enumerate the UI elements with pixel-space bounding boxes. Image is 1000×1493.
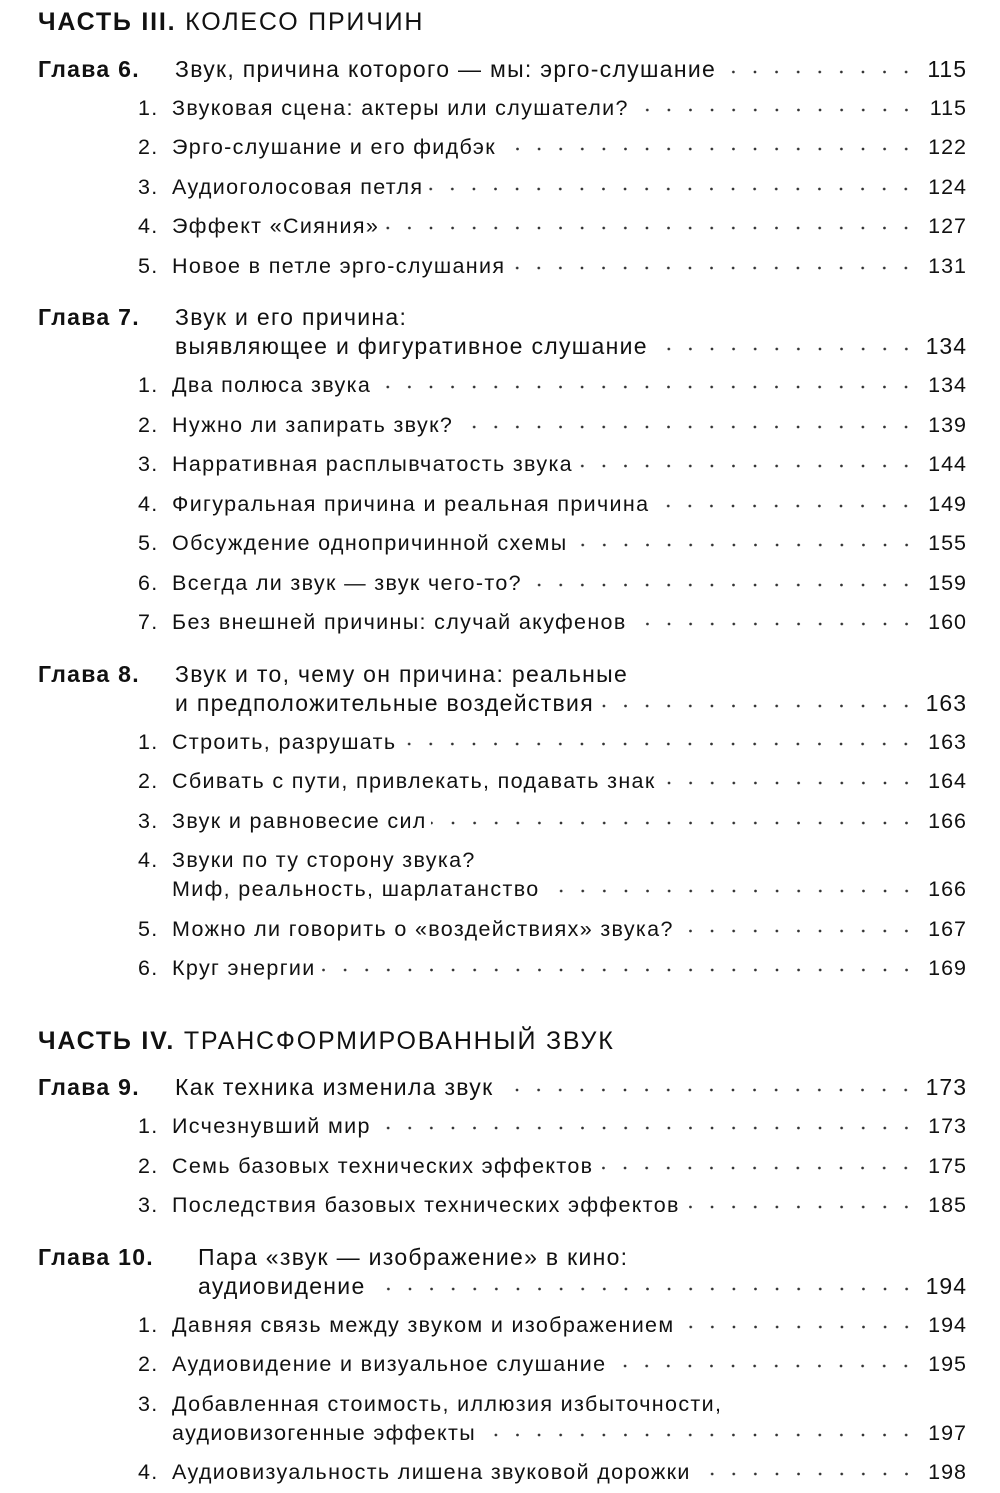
dot-leader [544,886,917,896]
section-entry[interactable] [38,1186,967,1226]
section-entry[interactable] [38,207,967,247]
page-number[interactable]: 115 [927,55,967,82]
section-entry[interactable] [38,802,967,842]
chapter-label: Глава 7. [38,304,140,330]
page-number[interactable]: 155 [928,531,967,555]
page-number[interactable]: 144 [928,452,967,476]
page-number[interactable]: 159 [928,570,967,595]
entry-title: аудиовидение [198,1272,366,1299]
section-title-block [172,445,967,485]
chapter-title-block [175,1073,967,1102]
entry-title: Без внешней причины: случай акуфенов [172,610,627,634]
section-entry[interactable] [38,762,967,802]
entry-line [172,802,967,842]
section-number: 2. [138,769,159,793]
section-title-block [172,846,967,904]
dot-leader [652,344,917,354]
entry-title: и предположительные воздействия [175,689,594,716]
entry-line [172,366,967,406]
dot-leader [427,184,917,194]
entry-line [172,1107,967,1147]
entry-line [198,1243,967,1272]
section-number: 1. [138,729,159,754]
section-number: 7. [138,610,159,634]
entry-line [172,910,967,950]
entry-title: Давняя связь между звуком и изображением [172,1312,675,1337]
dot-leader [633,105,917,115]
section-number: 3. [138,174,159,199]
entry-title: Звуковая сцена: актеры или слушатели? [172,95,629,120]
entry-title: Сбивать с пути, привлекать, подавать знак [172,769,656,793]
section-number: 4. [138,848,159,873]
entry-title: Пара «звук — изображение» в кино: [198,1243,629,1270]
page-number[interactable]: 134 [928,373,967,397]
section-title-block [172,723,967,763]
section-entry[interactable] [38,564,967,604]
entry-title: Звуки по ту сторону звука? [172,848,476,873]
section-entry[interactable] [38,841,967,910]
entry-line [172,723,967,763]
dot-leader [383,223,917,233]
chapter-label: Глава 6. [38,55,140,82]
chapter-title-block [198,1243,967,1301]
chapter-entry[interactable] [38,303,967,361]
entry-title: Нарративная расплывчатость звука [172,452,573,476]
section-entry[interactable] [38,723,967,763]
page-number[interactable]: 167 [928,916,967,941]
entry-line [172,207,967,247]
entry-line [172,1453,967,1493]
part-heading [38,1027,967,1055]
section-number: 4. [138,491,159,516]
section-title-block [172,802,967,842]
section-entry[interactable] [38,524,967,564]
section-number: 3. [138,808,159,833]
page-number[interactable]: 127 [928,214,967,238]
part-title: КОЛЕСО ПРИЧИН [185,8,425,36]
section-number: 1. [138,95,159,120]
section-number: 2. [138,1153,159,1178]
section-title-block [172,910,967,950]
entry-line [172,89,967,129]
dot-leader [480,1430,917,1440]
section-number: 1. [138,373,159,397]
entry-line [175,660,967,689]
section-title-block [172,603,967,643]
entry-line [172,603,967,643]
page-number[interactable]: 139 [928,412,967,437]
section-number: 6. [138,570,159,595]
section-title-block [172,168,967,208]
chapter-entry[interactable] [38,1073,967,1102]
entry-title: Эрго-слушание и его фидбэк [172,135,496,159]
section-entry[interactable] [38,128,967,168]
chapter-entry[interactable] [38,55,967,84]
entry-title: Строить, разрушать [172,729,397,754]
page-number[interactable]: 164 [928,769,967,793]
page-number[interactable]: 131 [928,253,967,278]
dot-leader [370,1284,917,1294]
entry-line [172,1419,967,1448]
entry-line [172,485,967,525]
section-title-block [172,1453,967,1493]
dot-leader [631,619,917,629]
entry-title: Можно ли говорить о «воздействиях» звука? [172,916,674,941]
entry-title: Звук и его причина: [175,304,408,330]
entry-line [172,406,967,446]
entry-line [172,168,967,208]
page-number[interactable]: 115 [929,95,967,120]
part-label: ЧАСТЬ IV. [38,1026,176,1055]
section-entry[interactable] [38,1306,967,1346]
entry-line [172,762,967,802]
entry-line [198,1272,967,1301]
entry-title: аудиовизогенные эффекты [172,1420,477,1445]
dot-leader [497,1085,917,1095]
section-number: 5. [138,916,159,941]
section-title-block [172,1345,967,1385]
entry-title: Аудиовизуальность лишена звуковой дорожки [172,1460,691,1484]
entry-title: Аудиовидение и визуальное слушание [172,1352,607,1376]
section-number: 5. [138,253,159,278]
page-number[interactable]: 197 [928,1420,967,1445]
entry-line [172,1186,967,1226]
section-title-block [172,762,967,802]
section-title-block [172,564,967,604]
section-number: 6. [138,956,159,980]
section-entry[interactable] [38,1385,967,1454]
page-number[interactable]: 124 [928,174,967,199]
dot-leader [500,144,917,154]
entry-line [172,949,967,989]
section-title-block [172,1147,967,1187]
page-number[interactable]: 194 [928,1312,967,1337]
chapter-entry[interactable] [38,660,967,718]
page-number[interactable]: 173 [928,1114,967,1138]
page-number[interactable]: 195 [928,1352,967,1376]
section-title-block [172,1186,967,1226]
entry-line [172,1306,967,1346]
dot-leader [526,580,917,590]
dot-leader [375,382,917,392]
entry-line [175,689,967,718]
section-number: 2. [138,1352,159,1376]
section-number: 5. [138,531,159,555]
section-entry[interactable] [38,1345,967,1385]
section-number: 3. [138,452,159,476]
section-number: 2. [138,412,159,437]
page-number[interactable]: 169 [928,956,967,980]
entry-line [175,332,967,361]
entry-line [172,1147,967,1187]
section-title-block [172,89,967,129]
entry-line [175,55,967,84]
section-title-block [172,207,967,247]
entry-title: Исчезнувший мир [172,1114,371,1138]
entry-title: Как техника изменила звук [175,1074,494,1100]
dot-leader [577,461,917,471]
section-entry[interactable] [38,406,967,446]
entry-line [172,247,967,287]
entry-line [172,445,967,485]
dot-leader [375,1123,917,1133]
dot-leader [457,422,917,432]
entry-title: Последствия базовых технических эффектов [172,1193,680,1217]
section-number: 4. [138,214,159,238]
part-heading [38,8,967,36]
section-title-block [172,366,967,406]
section-entry[interactable] [38,1453,967,1493]
section-title-block [172,1306,967,1346]
entry-title: Миф, реальность, шарлатанство [172,877,540,902]
chapter-entry[interactable] [38,1243,967,1301]
section-title-block [172,485,967,525]
section-title-block [172,247,967,287]
part-title: ТРАНСФОРМИРОВАННЫЙ ЗВУК [183,1026,615,1055]
entry-title: Нужно ли запирать звук? [172,412,454,437]
entry-title: выявляющее и фигуративное слушание [175,333,648,359]
page-number[interactable]: 166 [928,808,967,833]
section-entry[interactable] [38,485,967,525]
entry-title: Круг энергии [172,956,316,980]
entry-title: Всегда ли звук — звук чего-то? [172,570,522,595]
section-number: 3. [138,1391,159,1416]
entry-title: Звук, причина которого — мы: эрго-слушание [175,55,717,82]
page-number[interactable]: 166 [928,877,967,902]
section-entry[interactable] [38,949,967,989]
page-number[interactable]: 173 [925,1074,967,1100]
chapter-title-block [175,660,967,718]
section-entry[interactable] [38,247,967,287]
entry-line [172,846,967,875]
section-number: 3. [138,1193,159,1217]
dot-leader [684,1202,917,1212]
chapter-label: Глава 8. [38,660,140,687]
page-number[interactable]: 185 [928,1193,967,1217]
section-entry[interactable] [38,366,967,406]
section-number: 1. [138,1312,159,1337]
dot-leader [660,778,917,788]
entry-title: Семь базовых технических эффектов [172,1153,594,1178]
entry-line [172,1390,967,1419]
section-title-block [172,949,967,989]
page-number[interactable]: 134 [925,333,967,359]
page-number[interactable]: 122 [928,135,967,159]
entry-title: Добавленная стоимость, иллюзия избыточности, [172,1391,723,1416]
dot-leader [597,1163,917,1173]
section-title-block [172,128,967,168]
section-title-block [172,1390,967,1448]
dot-leader [572,540,917,550]
dot-leader [610,1361,917,1371]
chapter-label: Глава 9. [38,1074,140,1100]
chapter-label: Глава 10. [38,1243,154,1270]
dot-leader [679,1322,918,1332]
entry-title: Аудиоголосовая петля [172,174,424,199]
dot-leader [320,965,917,975]
dot-leader [653,501,917,511]
page-number[interactable]: 175 [928,1153,967,1178]
section-entry[interactable] [38,1147,967,1187]
dot-leader [678,926,917,936]
chapter-title-block [175,303,967,361]
entry-line [172,875,967,904]
entry-title: Звук и равновесие сил [172,808,427,833]
section-entry[interactable] [38,603,967,643]
entry-title: Фигуральная причина и реальная причина [172,491,650,516]
page-number[interactable]: 163 [928,729,967,754]
entry-line [172,128,967,168]
dot-leader [509,263,917,273]
section-title-block [172,1107,967,1147]
section-entry[interactable] [38,89,967,129]
entry-line [172,1345,967,1385]
entry-title: Новое в петле эрго-слушания [172,253,506,278]
part-label: ЧАСТЬ III. [38,8,177,36]
page-number[interactable]: 194 [925,1272,967,1299]
entry-line [172,524,967,564]
entry-title: Обсуждение однопричинной схемы [172,531,568,555]
dot-leader [400,739,917,749]
chapter-title-block [175,55,967,84]
page-number[interactable]: 163 [925,689,967,716]
section-entry[interactable] [38,445,967,485]
dot-leader [720,67,917,77]
section-number: 2. [138,135,159,159]
section-title-block [172,406,967,446]
entry-line [175,303,967,332]
dot-leader [431,818,917,828]
section-entry[interactable] [38,1107,967,1147]
section-entry[interactable] [38,910,967,950]
dot-leader [598,701,917,711]
dot-leader [695,1469,917,1479]
section-number: 4. [138,1460,159,1484]
entry-title: Эффект «Сияния» [172,214,380,238]
entry-line [172,564,967,604]
entry-title: Звук и то, чему он причина: реальные [175,660,629,687]
page-number[interactable]: 160 [928,610,967,634]
section-title-block [172,524,967,564]
entry-line [175,1073,967,1102]
page-number[interactable]: 198 [928,1460,967,1484]
entry-title: Два полюса звука [172,373,372,397]
section-number: 1. [138,1114,159,1138]
section-entry[interactable] [38,168,967,208]
page-number[interactable]: 149 [928,491,967,516]
